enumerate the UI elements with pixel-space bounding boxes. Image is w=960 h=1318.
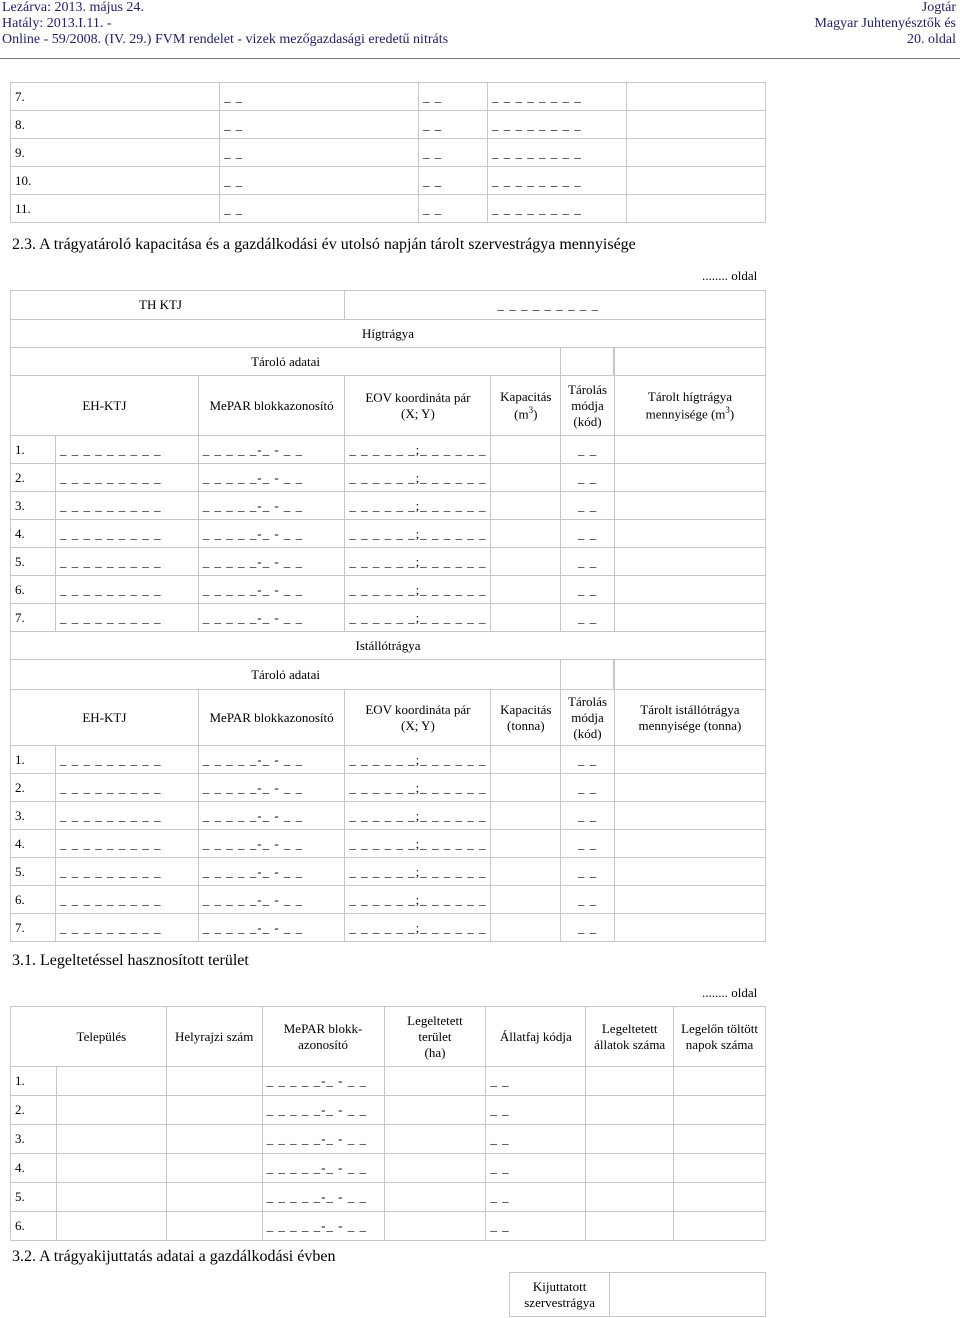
- tarolt-mennyiseg-field[interactable]: [614, 886, 765, 914]
- table-row: [11, 139, 766, 167]
- allatok-szama-field[interactable]: [586, 1183, 674, 1212]
- napok-szama-field[interactable]: [674, 1067, 766, 1096]
- ehktj-field[interactable]: _ _ _ _ _ _ _ _ _: [56, 914, 199, 942]
- form-field[interactable]: _ _ _ _ _ _ _ _: [488, 83, 627, 111]
- header-document-title: Online - 59/2008. (IV. 29.) FVM rendelet - vizek mezőgazdasági eredetű nitráts: [2, 32, 449, 47]
- allatok-szama-field[interactable]: [586, 1154, 674, 1183]
- tarolas-modja-field[interactable]: _ _: [561, 802, 615, 830]
- eov-field[interactable]: _ _ _ _ _ _;_ _ _ _ _ _: [345, 774, 491, 802]
- tarolas-modja-field[interactable]: _ _: [561, 746, 615, 774]
- eov-field[interactable]: _ _ _ _ _ _;_ _ _ _ _ _: [345, 802, 491, 830]
- hrsz-field[interactable]: [166, 1212, 262, 1241]
- form-field[interactable]: [627, 195, 766, 223]
- kapacitas-field[interactable]: [491, 548, 561, 576]
- istallo-col-ehktj: EH-KTJ: [11, 690, 199, 746]
- allatfaj-field[interactable]: _ _: [486, 1067, 586, 1096]
- eov-field[interactable]: _ _ _ _ _ _;_ _ _ _ _ _: [345, 520, 491, 548]
- kijuttatas-col-szervestragya: [510, 1273, 610, 1317]
- row-number: 1.: [11, 746, 56, 774]
- ehktj-field[interactable]: _ _ _ _ _ _ _ _ _: [56, 604, 199, 632]
- terulet-field[interactable]: [384, 1183, 486, 1212]
- telepules-field[interactable]: [56, 1125, 166, 1154]
- ehktj-field[interactable]: _ _ _ _ _ _ _ _ _: [56, 858, 199, 886]
- form-field[interactable]: [627, 83, 766, 111]
- row-number: 5.: [11, 548, 56, 576]
- table-row: [11, 520, 766, 548]
- mepar-field[interactable]: _ _ _ _ _-_ - _ _: [262, 1067, 384, 1096]
- table-row: [11, 604, 766, 632]
- istallo-col-tarolt-line2: mennyisége (tonna): [638, 717, 742, 733]
- section-2-3-title: 2.3. A trágyatároló kapacitása és a gazdálkodási év utolsó napján tárolt szervestrágya mennyisége: [12, 236, 636, 253]
- ehktj-field[interactable]: _ _ _ _ _ _ _ _ _: [56, 774, 199, 802]
- header-closed-date: Lezárva: 2013. május 24.: [2, 0, 144, 15]
- header-organization: Magyar Juhtenyésztők és: [814, 16, 956, 31]
- legelo-col-hrsz: Helyrajzi szám: [166, 1007, 262, 1067]
- eov-field[interactable]: _ _ _ _ _ _;_ _ _ _ _ _: [345, 548, 491, 576]
- legelo-col-terulet-line2: terület: [418, 1028, 452, 1044]
- table-row: [11, 774, 766, 802]
- allatok-szama-field[interactable]: [586, 1067, 674, 1096]
- allatfaj-field[interactable]: _ _: [486, 1212, 586, 1241]
- row-number: 7.: [11, 604, 56, 632]
- mepar-field[interactable]: _ _ _ _ _-_ - _ _: [198, 774, 345, 802]
- table-row: [11, 858, 766, 886]
- istallo-col-tarolas-modja: [561, 690, 615, 746]
- istallo-col-eov-line1: EOV koordináta pár: [365, 701, 471, 717]
- table-row: [11, 914, 766, 942]
- table-row: [11, 195, 766, 223]
- istallo-col-mepar: MePAR blokkazonosító: [198, 690, 345, 746]
- mepar-field[interactable]: _ _ _ _ _-_ - _ _: [198, 858, 345, 886]
- terulet-field[interactable]: [384, 1096, 486, 1125]
- eov-field[interactable]: _ _ _ _ _ _;_ _ _ _ _ _: [345, 576, 491, 604]
- form-field[interactable]: _ _: [220, 111, 419, 139]
- page-header: [0, 0, 960, 52]
- kapacitas-field[interactable]: [491, 604, 561, 632]
- tarolt-mennyiseg-field[interactable]: [614, 830, 765, 858]
- ehktj-field[interactable]: _ _ _ _ _ _ _ _ _: [56, 746, 199, 774]
- page-ref-2-3: ........ oldal: [702, 268, 758, 283]
- table-row: [11, 167, 766, 195]
- mepar-field[interactable]: _ _ _ _ _-_ - _ _: [198, 464, 345, 492]
- legelo-col-terulet: [384, 1007, 486, 1067]
- th-ktj-value: _ _ _ _ _ _ _ _ _: [345, 291, 766, 320]
- form-field[interactable]: [627, 139, 766, 167]
- form-field[interactable]: _ _: [419, 167, 488, 195]
- mepar-field[interactable]: _ _ _ _ _-_ - _ _: [262, 1154, 384, 1183]
- mepar-field[interactable]: _ _ _ _ _-_ - _ _: [198, 520, 345, 548]
- higtragya-col-kap-sup: 3: [528, 404, 534, 415]
- section-3-2-title: 3.2. A trágyakijuttatás adatai a gazdálkodási évben: [12, 1248, 336, 1265]
- istallo-col-mod-line2: módja: [571, 709, 604, 725]
- header-effective-date: Hatály: 2013.I.11. -: [2, 16, 112, 31]
- tarolas-modja-field[interactable]: _ _: [561, 436, 615, 464]
- form-field[interactable]: _ _: [220, 83, 419, 111]
- istallo-col-mod-line1: Tárolás: [568, 693, 607, 709]
- ehktj-field[interactable]: _ _ _ _ _ _ _ _ _: [56, 548, 199, 576]
- row-number: 7.: [11, 914, 56, 942]
- legelo-col-allatfaj: Állatfaj kódja: [486, 1007, 586, 1067]
- kapacitas-field[interactable]: [491, 802, 561, 830]
- telepules-field[interactable]: [56, 1183, 166, 1212]
- legelo-col-mepar-line2: azonosító: [298, 1036, 348, 1052]
- row-number: 3.: [11, 802, 56, 830]
- istallo-title: Istállótrágya: [11, 632, 766, 660]
- page-ref-3-1: ........ oldal: [702, 985, 758, 1000]
- istallo-col-eov: [345, 690, 491, 746]
- kapacitas-field[interactable]: [491, 914, 561, 942]
- tarolt-mennyiseg-field[interactable]: [614, 604, 765, 632]
- allatfaj-field[interactable]: _ _: [486, 1125, 586, 1154]
- mepar-field[interactable]: _ _ _ _ _-_ - _ _: [198, 802, 345, 830]
- row-number: 5.: [11, 858, 56, 886]
- mepar-field[interactable]: _ _ _ _ _-_ - _ _: [198, 830, 345, 858]
- tarolas-modja-field[interactable]: _ _: [561, 774, 615, 802]
- mepar-field[interactable]: _ _ _ _ _-_ - _ _: [198, 746, 345, 774]
- napok-szama-field[interactable]: [674, 1096, 766, 1125]
- kijutt-col-line1: Kijuttatott: [532, 1278, 587, 1294]
- mepar-field[interactable]: _ _ _ _ _-_ - _ _: [198, 548, 345, 576]
- higtragya-col-eov-line2: (X; Y): [401, 405, 435, 421]
- napok-szama-field[interactable]: [674, 1154, 766, 1183]
- row-number: 3.: [11, 1125, 57, 1154]
- ehktj-field[interactable]: _ _ _ _ _ _ _ _ _: [56, 436, 199, 464]
- higtragya-col-eov: [345, 376, 491, 436]
- hrsz-field[interactable]: [166, 1125, 262, 1154]
- kijuttatas-table: [10, 1272, 766, 1317]
- istallo-col-mod-line3: (kód): [573, 725, 602, 741]
- form-field[interactable]: _ _: [419, 83, 488, 111]
- row-number: 4.: [11, 520, 56, 548]
- eov-field[interactable]: _ _ _ _ _ _;_ _ _ _ _ _: [345, 830, 491, 858]
- form-field[interactable]: _ _ _ _ _ _ _ _: [488, 167, 627, 195]
- ehktj-field[interactable]: _ _ _ _ _ _ _ _ _: [56, 492, 199, 520]
- tarolas-modja-field[interactable]: _ _: [561, 520, 615, 548]
- form-field[interactable]: _ _: [419, 139, 488, 167]
- higtragya-col-mepar: MePAR blokkazonosító: [198, 376, 345, 436]
- istallo-col-kap-line1: Kapacitás: [500, 701, 552, 717]
- tarolas-modja-field[interactable]: _ _: [561, 914, 615, 942]
- istallo-col-tarolt: [614, 690, 765, 746]
- table-row: [11, 802, 766, 830]
- row-number: 3.: [11, 492, 56, 520]
- kijutt-col-line2: szervestrágya: [524, 1294, 595, 1310]
- eov-field[interactable]: _ _ _ _ _ _;_ _ _ _ _ _: [345, 436, 491, 464]
- kapacitas-field[interactable]: [491, 492, 561, 520]
- legelo-col-terulet-line1: Legeltetett: [407, 1012, 463, 1028]
- form-field[interactable]: _ _: [419, 195, 488, 223]
- terulet-field[interactable]: [384, 1125, 486, 1154]
- header-page-number: 20. oldal: [907, 32, 956, 47]
- legelo-col-mepar: [262, 1007, 384, 1067]
- ehktj-field[interactable]: _ _ _ _ _ _ _ _ _: [56, 464, 199, 492]
- tarolas-modja-field[interactable]: _ _: [561, 830, 615, 858]
- higtragya-col-kapacitas: [491, 376, 561, 436]
- higtragya-col-tarolt: [614, 376, 765, 436]
- table-row: [11, 1212, 766, 1241]
- eov-field[interactable]: _ _ _ _ _ _;_ _ _ _ _ _: [345, 914, 491, 942]
- form-field[interactable]: _ _: [220, 195, 419, 223]
- kapacitas-field[interactable]: [491, 576, 561, 604]
- tarolt-mennyiseg-field[interactable]: [614, 802, 765, 830]
- legelo-col-szam-line2: állatok száma: [594, 1036, 666, 1052]
- terulet-field[interactable]: [384, 1212, 486, 1241]
- tarolt-mennyiseg-field[interactable]: [614, 576, 765, 604]
- eov-field[interactable]: _ _ _ _ _ _;_ _ _ _ _ _: [345, 464, 491, 492]
- legeltetes-table: [10, 1006, 766, 1241]
- hrsz-field[interactable]: [166, 1067, 262, 1096]
- tarolt-mennyiseg-field[interactable]: [614, 492, 765, 520]
- row-number: 2.: [11, 1096, 57, 1125]
- ehktj-field[interactable]: _ _ _ _ _ _ _ _ _: [56, 520, 199, 548]
- higtragya-table: [10, 290, 766, 942]
- table-row: [11, 830, 766, 858]
- table-row: [11, 1125, 766, 1154]
- table-row: [11, 111, 766, 139]
- row-number: 2.: [11, 774, 56, 802]
- tarolas-modja-field[interactable]: _ _: [561, 858, 615, 886]
- table-row: [11, 746, 766, 774]
- mepar-field[interactable]: _ _ _ _ _-_ - _ _: [198, 436, 345, 464]
- table-row: [11, 1154, 766, 1183]
- kapacitas-field[interactable]: [491, 830, 561, 858]
- kapacitas-field[interactable]: [491, 464, 561, 492]
- section-3-1-title: 3.1. Legeltetéssel hasznosított terület: [12, 952, 249, 969]
- legelo-col-napok-line2: napok száma: [685, 1036, 754, 1052]
- form-field[interactable]: _ _: [220, 139, 419, 167]
- istallo-tarolo-adatai: Tároló adatai: [11, 660, 561, 690]
- kapacitas-field[interactable]: [491, 858, 561, 886]
- higtragya-col-tarolt-close: ): [729, 406, 735, 422]
- tarolt-mennyiseg-field[interactable]: [614, 464, 765, 492]
- kapacitas-field[interactable]: [491, 886, 561, 914]
- form-field[interactable]: _ _ _ _ _ _ _ _: [488, 195, 627, 223]
- higtragya-col-kap-close: ): [533, 406, 538, 422]
- table-row: [11, 1067, 766, 1096]
- higtragya-col-ehktj: EH-KTJ: [11, 376, 199, 436]
- header-publisher: Jogtár: [921, 0, 956, 15]
- legelo-col-napok-line1: Legelőn töltött: [681, 1020, 758, 1036]
- row-number: 1.: [11, 1067, 57, 1096]
- eov-field[interactable]: _ _ _ _ _ _;_ _ _ _ _ _: [345, 858, 491, 886]
- legelo-col-terulet-line3: (ha): [424, 1044, 446, 1060]
- legelo-col-telepules: Település: [11, 1007, 167, 1067]
- higtragya-tarolo-adatai: Tároló adatai: [11, 348, 561, 376]
- hrsz-field[interactable]: [166, 1096, 262, 1125]
- table-row: [11, 548, 766, 576]
- form-field[interactable]: [627, 167, 766, 195]
- istallo-col-tarolt-line1: Tárolt istállótrágya: [640, 701, 740, 717]
- legelo-col-mepar-line1: MePAR blokk-: [283, 1020, 363, 1036]
- mepar-field[interactable]: _ _ _ _ _-_ - _ _: [198, 914, 345, 942]
- tarolt-mennyiseg-field[interactable]: [614, 436, 765, 464]
- form-field[interactable]: _ _ _ _ _ _ _ _: [488, 111, 627, 139]
- higtragya-col-tarolt-line2: mennyisége (m: [645, 406, 726, 422]
- ehktj-field[interactable]: _ _ _ _ _ _ _ _ _: [56, 802, 199, 830]
- telepules-field[interactable]: [56, 1067, 166, 1096]
- higtragya-title: Hígtrágya: [11, 320, 766, 348]
- tarolt-mennyiseg-field[interactable]: [614, 914, 765, 942]
- mepar-field[interactable]: _ _ _ _ _-_ - _ _: [198, 886, 345, 914]
- mepar-field[interactable]: _ _ _ _ _-_ - _ _: [198, 492, 345, 520]
- tarolt-mennyiseg-field[interactable]: [614, 520, 765, 548]
- row-number: 4.: [11, 830, 56, 858]
- row-number: 9.: [11, 139, 220, 167]
- table-row: [11, 1096, 766, 1125]
- header-divider: [0, 58, 960, 59]
- allatok-szama-field[interactable]: [586, 1212, 674, 1241]
- hrsz-field[interactable]: [166, 1154, 262, 1183]
- table-row: [11, 1183, 766, 1212]
- napok-szama-field[interactable]: [674, 1183, 766, 1212]
- istallo-col-kap-line2: (tonna): [507, 717, 545, 733]
- higtragya-col-eov-line1: EOV koordináta pár: [365, 389, 471, 405]
- higtragya-col-mod-line2: módja: [571, 397, 604, 413]
- form-field[interactable]: _ _ _ _ _ _ _ _: [488, 139, 627, 167]
- tarolt-mennyiseg-field[interactable]: [614, 746, 765, 774]
- higtragya-col-kap-unit: (m: [514, 406, 529, 422]
- row-number: 8.: [11, 111, 220, 139]
- table-row: [11, 576, 766, 604]
- tarolas-modja-field[interactable]: _ _: [561, 464, 615, 492]
- higtragya-col-kap-line1: Kapacitás: [500, 388, 552, 404]
- hrsz-field[interactable]: [166, 1183, 262, 1212]
- higtragya-col-tarolas-modja: [561, 376, 615, 436]
- table-row: [11, 83, 766, 111]
- mepar-field[interactable]: _ _ _ _ _-_ - _ _: [262, 1125, 384, 1154]
- napok-szama-field[interactable]: [674, 1125, 766, 1154]
- row-number: 10.: [11, 167, 220, 195]
- th-ktj-label: TH KTJ: [11, 291, 345, 320]
- istallo-col-eov-line2: (X; Y): [401, 717, 435, 733]
- allatfaj-field[interactable]: _ _: [486, 1096, 586, 1125]
- higtragya-col-mod-line1: Tárolás: [568, 381, 607, 397]
- kapacitas-field[interactable]: [491, 774, 561, 802]
- row-number: 6.: [11, 576, 56, 604]
- mepar-field[interactable]: _ _ _ _ _-_ - _ _: [198, 576, 345, 604]
- istallo-col-kapacitas: [491, 690, 561, 746]
- row-number: 6.: [11, 1212, 57, 1241]
- legelo-col-napok: [674, 1007, 766, 1067]
- row-number: 4.: [11, 1154, 57, 1183]
- mepar-field[interactable]: _ _ _ _ _-_ - _ _: [262, 1183, 384, 1212]
- ehktj-field[interactable]: _ _ _ _ _ _ _ _ _: [56, 886, 199, 914]
- eov-field[interactable]: _ _ _ _ _ _;_ _ _ _ _ _: [345, 886, 491, 914]
- tarolas-modja-field[interactable]: _ _: [561, 492, 615, 520]
- table-row: [11, 492, 766, 520]
- higtragya-col-mod-line3: (kód): [573, 413, 602, 429]
- table-row: [11, 886, 766, 914]
- terulet-field[interactable]: [384, 1154, 486, 1183]
- eov-field[interactable]: _ _ _ _ _ _;_ _ _ _ _ _: [345, 604, 491, 632]
- allatfaj-field[interactable]: _ _: [486, 1183, 586, 1212]
- mepar-field[interactable]: _ _ _ _ _-_ - _ _: [198, 604, 345, 632]
- allatok-szama-field[interactable]: [586, 1125, 674, 1154]
- top-continuation-table: [10, 82, 766, 223]
- tarolas-modja-field[interactable]: _ _: [561, 886, 615, 914]
- row-number: 5.: [11, 1183, 57, 1212]
- tarolt-mennyiseg-field[interactable]: [614, 548, 765, 576]
- allatfaj-field[interactable]: _ _: [486, 1154, 586, 1183]
- kapacitas-field[interactable]: [491, 746, 561, 774]
- table-row: [11, 464, 766, 492]
- ehktj-field[interactable]: _ _ _ _ _ _ _ _ _: [56, 830, 199, 858]
- telepules-field[interactable]: [56, 1154, 166, 1183]
- higtragya-col-tarolt-line1: Tárolt hígtrágya: [647, 388, 732, 404]
- row-number: 1.: [11, 436, 56, 464]
- telepules-field[interactable]: [56, 1096, 166, 1125]
- kapacitas-field[interactable]: [491, 520, 561, 548]
- form-field[interactable]: _ _: [220, 167, 419, 195]
- ehktj-field[interactable]: _ _ _ _ _ _ _ _ _: [56, 576, 199, 604]
- kapacitas-field[interactable]: [491, 436, 561, 464]
- tarolas-modja-field[interactable]: _ _: [561, 604, 615, 632]
- tarolt-mennyiseg-field[interactable]: [614, 858, 765, 886]
- form-field[interactable]: _ _: [419, 111, 488, 139]
- legelo-col-allatok-szama: [586, 1007, 674, 1067]
- terulet-field[interactable]: [384, 1067, 486, 1096]
- tarolas-modja-field[interactable]: _ _: [561, 576, 615, 604]
- eov-field[interactable]: _ _ _ _ _ _;_ _ _ _ _ _: [345, 746, 491, 774]
- napok-szama-field[interactable]: [674, 1212, 766, 1241]
- tarolas-modja-field[interactable]: _ _: [561, 548, 615, 576]
- table-row: [11, 436, 766, 464]
- row-number: 7.: [11, 83, 220, 111]
- legelo-col-szam-line1: Legeltetett: [601, 1020, 658, 1036]
- allatok-szama-field[interactable]: [586, 1096, 674, 1125]
- eov-field[interactable]: _ _ _ _ _ _;_ _ _ _ _ _: [345, 492, 491, 520]
- mepar-field[interactable]: _ _ _ _ _-_ - _ _: [262, 1212, 384, 1241]
- form-field[interactable]: [627, 111, 766, 139]
- row-number: 6.: [11, 886, 56, 914]
- higtragya-col-tarolt-sup: 3: [725, 404, 730, 415]
- row-number: 11.: [11, 195, 220, 223]
- telepules-field[interactable]: [56, 1212, 166, 1241]
- tarolt-mennyiseg-field[interactable]: [614, 774, 765, 802]
- mepar-field[interactable]: _ _ _ _ _-_ - _ _: [262, 1096, 384, 1125]
- row-number: 2.: [11, 464, 56, 492]
